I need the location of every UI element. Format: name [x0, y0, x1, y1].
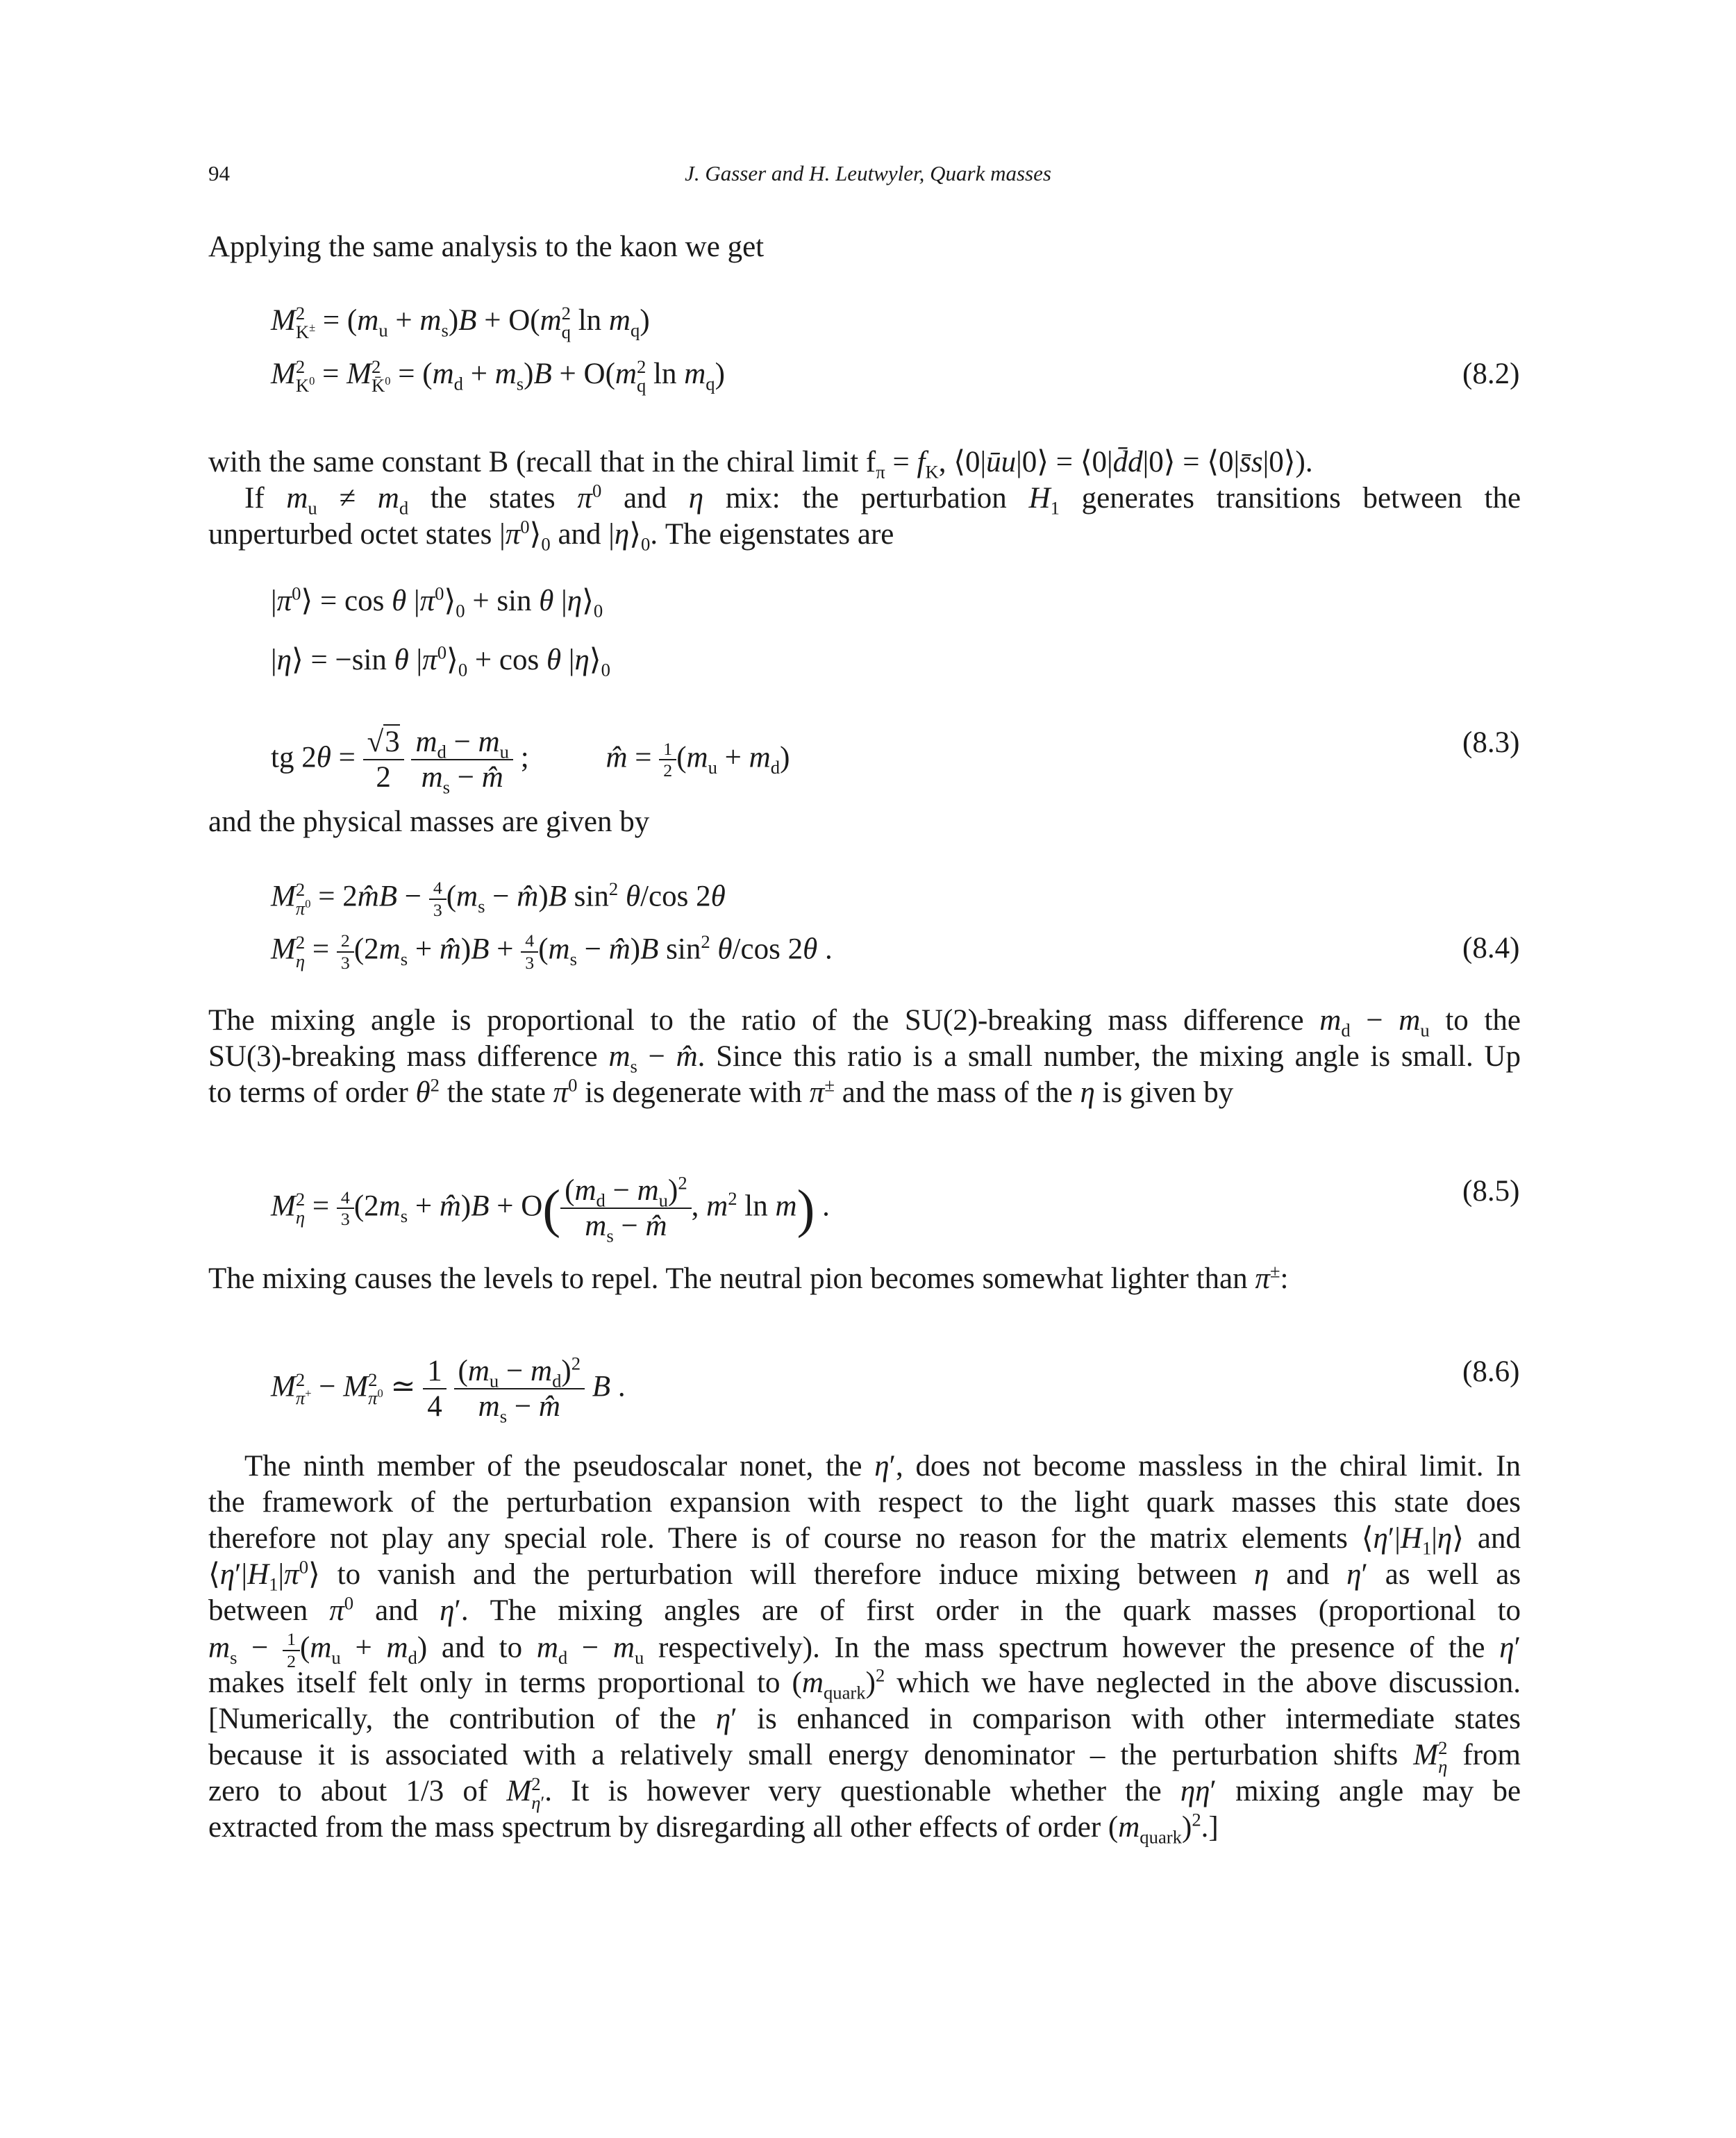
- mixing-line: If $m_u \ne m_d$ the states $\pi^0$ and η mix: the perturbation $H_1$ generates transitions between the: [244, 480, 1521, 519]
- eq-8-4-line1: M 2 $\pi^0$ = 2m̂B − $\frac{4}{3}$ ($m_s$ − m̂)B $\sin^2 \theta/\cos$ 2θ: [271, 878, 726, 920]
- running-head: J. Gasser and H. Leutwyler, Quark masses: [685, 161, 1051, 185]
- final-line-3: therefore not play any special role. There is of course no reason for the matrix elements $⟨\eta'|H_1|\eta⟩$ and: [208, 1522, 1521, 1559]
- eq-8-3-number: (8.3): [1462, 726, 1520, 759]
- eq-8-2-line1: M 2 K± = $(m_u + m_s)B + O(m$ 2 q $\ln m_q$): [271, 303, 650, 343]
- final-line-1: The ninth member of the pseudoscalar nonet, the η′, does not become massless in the chiral limit. In: [244, 1450, 1521, 1483]
- final-line-2: the framework of the perturbation expansion with respect to the light quark masses this state does: [208, 1486, 1521, 1519]
- eq-8-6-number: (8.6): [1462, 1355, 1520, 1388]
- eq-8-3-line2: |η⟩ = −sin θ $|\pi^0⟩_0 + \cos \theta$ $|\eta⟩_0$: [271, 642, 610, 680]
- final-line-8: [Numerically, the contribution of the η′ is enhanced in comparison with other intermediate states: [208, 1703, 1521, 1735]
- mixing-angle-line3: to terms of order $\theta^2$ the state $\pi^0$ is degenerate with π± and the mass of the η is given by: [208, 1074, 1234, 1109]
- final-line-10: zero to about 1/3 of M 2 η′ . It is however very questionable whether the ηη′ mixing angle may be: [208, 1773, 1521, 1814]
- mixing-angle-line1: The mixing angle is proportional to the ratio of the SU(2)-breaking mass difference $m_d - m_u$ to the: [208, 1004, 1521, 1041]
- eq-8-5-number: (8.5): [1462, 1175, 1520, 1208]
- chiral-limit-line: with the same constant B (recall that in the chiral limit $f_\pi = f_K$, ⟨0|ūu|0⟩ = ⟨0|d̄d|0⟩ = ⟨0|s̄s|0⟩).: [208, 446, 1313, 483]
- final-line-6: $m_s$ − $\frac{1}{2}$ $(m_u + m_d)$ and to $m_d - m_u$ respectively). In the mass spectrum however the presence of the η′: [208, 1629, 1521, 1671]
- repel-text: The mixing causes the levels to repel. The neutral pion becomes somewhat lighter than π±:: [208, 1260, 1289, 1295]
- eq-8-4-number: (8.4): [1462, 932, 1520, 964]
- eq-8-3-line3: tg 2θ = $\frac{√3}{2}$ $\frac{m_d - m_u}{m_s - m̂}$ ; m̂ = $\frac{1}{2}$ $(m_u + m_d)$: [271, 726, 790, 799]
- final-line-11: extracted from the mass spectrum by disregarding all other effects of order $(m_{quark})^2$.]: [208, 1809, 1219, 1848]
- physical-masses-text: and the physical masses are given by: [208, 805, 650, 838]
- final-line-4: $⟨\eta'|H_1|\pi^0⟩$ to vanish and the perturbation will therefore induce mixing between η and η′ as well as: [208, 1556, 1521, 1595]
- eq-8-6-line: M 2 π+ − M 2 $\pi^0$ ≃ $\frac{1}{4}$ $\frac{(m_u - m_d)^2}{m_s - m̂}$ B .: [271, 1353, 626, 1428]
- final-line-5: between $\pi^0$ and η′. The mixing angles are of first order in the quark masses (proportional to: [208, 1592, 1521, 1627]
- page-number: 94: [208, 161, 230, 185]
- eq-8-4-line2: M 2 η = $\frac{2}{3}$ ($2m_s$ + m̂)B + $\frac{4}{3}$ ($m_s$ − m̂)B $\sin^2 \theta/\cos$ 2θ .: [271, 930, 833, 973]
- octet-states-line: unperturbed octet states $|\pi^0⟩_0$ and $|\eta⟩_0$. The eigenstates are: [208, 516, 894, 555]
- eq-8-5-line: M 2 η = $\frac{4}{3}$ ($2m_s$ + m̂)B + O( $\frac{(m_d - m_u)^2}{m_s - m̂}$ , $m^2$ ln m) .: [271, 1172, 830, 1247]
- final-line-9: because it is associated with a relatively small energy denominator – the perturbation shifts M 2 η from: [208, 1737, 1521, 1778]
- final-line-7: makes itself felt only in terms proportional to $(m_{quark})^2$ which we have neglected in the above discussion.: [208, 1664, 1521, 1703]
- eq-8-2-line2: M 2 $K^0$ = M 2 K̄$^0$ = $(m_d + m_s)B + O(m$ 2 q $\ln m_q$): [271, 356, 725, 396]
- intro-text: Applying the same analysis to the kaon we get: [208, 231, 765, 263]
- eq-8-3-line1: $|\pi^0⟩ = \cos \theta$ $|\pi^0⟩_0 + \sin \theta$ $|\eta⟩_0$: [271, 583, 603, 621]
- eq-8-2-number: (8.2): [1462, 358, 1520, 390]
- mixing-angle-line2: SU(3)-breaking mass difference $m_s$ − m̂. Since this ratio is a small number, the mixing angle is small. Up: [208, 1040, 1521, 1077]
